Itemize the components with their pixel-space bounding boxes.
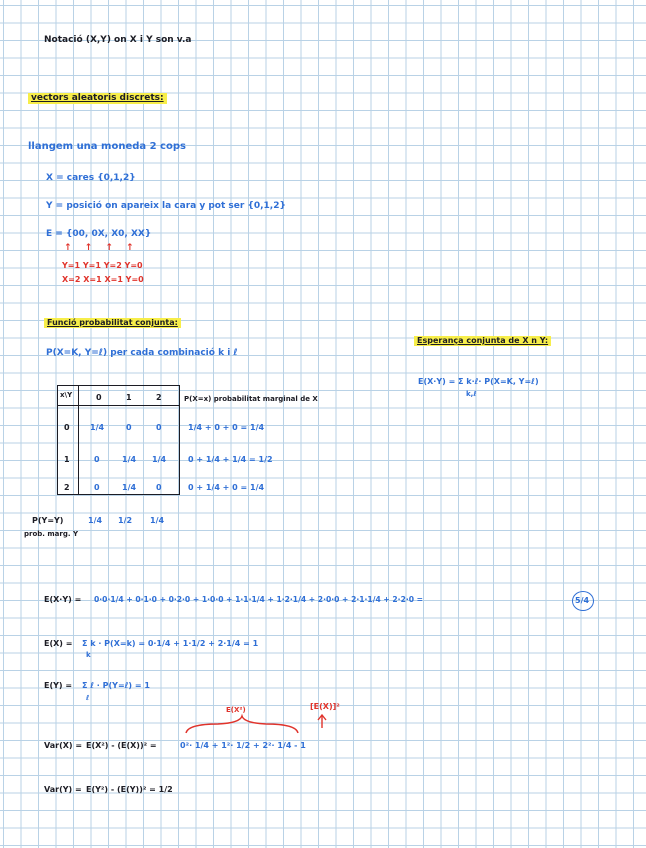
col-header-2: 2 <box>156 393 162 402</box>
varx-rhs: E(X²) - (E(X))² = <box>86 741 157 750</box>
x-definition: X = cares {0,1,2} <box>46 173 136 183</box>
section-title-discrete: vectors aleatoris discrets: <box>28 93 167 104</box>
x-values-row: X=2 X=1 X=1 Y=0 <box>62 275 144 284</box>
expectation-formula-sub: k,ℓ <box>466 390 477 398</box>
cell-1-0: 0 <box>94 455 100 464</box>
row-x-1: 1 <box>64 455 70 464</box>
marginal-y-label: P(Y=Y) <box>32 516 64 525</box>
marginal-x-label: P(X=x) probabilitat marginal de X <box>184 395 318 403</box>
exy-rhs: 0·0·1/4 + 0·1·0 + 0·2·0 + 1·0·0 + 1·1·1/4 + 1·2·1/4 + 2·0·0 + 2·1·1/4 + 2·2·0 = <box>94 595 424 604</box>
y-values-row: Y=1 Y=1 Y=2 Y=0 <box>62 261 143 270</box>
row-x-0: 0 <box>64 423 70 432</box>
sample-space: E = {00, 0X, X0, XX} <box>46 229 152 239</box>
vary-rhs: E(Y²) - (E(Y))² = 1/2 <box>86 785 173 794</box>
marginal-y-1: 1/2 <box>118 516 133 525</box>
ey-rhs: Σ ℓ · P(Y=ℓ) = 1 <box>82 681 150 690</box>
ey-sub: ℓ <box>86 694 90 702</box>
marginal-y-sublabel: prob. marg. Y <box>24 530 79 538</box>
ex-sub: k <box>86 651 91 659</box>
cell-2-0: 0 <box>94 483 100 492</box>
row-x-2: 2 <box>64 483 70 492</box>
ex-lhs: E(X) = <box>44 639 73 648</box>
experiment-intro: llangem una moneda 2 cops <box>28 141 186 152</box>
col-header-0: 0 <box>96 393 102 402</box>
marginal-x-sum-0: 1/4 + 0 + 0 = 1/4 <box>188 423 265 432</box>
marginal-x-sum-2: 0 + 1/4 + 0 = 1/4 <box>188 483 265 492</box>
exy-result: 5/4 <box>575 596 590 605</box>
sample-arrows: ↑ ↑ ↑ ↑ <box>64 243 139 253</box>
table-corner: x\Y <box>60 391 73 399</box>
cell-2-2: 0 <box>156 483 162 492</box>
exy-lhs: E(X·Y) = <box>44 595 82 604</box>
expectation-formula: E(X·Y) = Σ k·ℓ· P(X=K, Y=ℓ) <box>418 377 539 386</box>
ann-ex2: E(X²) <box>226 706 246 714</box>
notation-line: Notació (X,Y) on X i Y son v.a <box>44 35 192 45</box>
ey-lhs: E(Y) = <box>44 681 73 690</box>
joint-formula: P(X=K, Y=ℓ) per cada combinació k i ℓ <box>46 348 238 358</box>
joint-title: Funció probabilitat conjunta: <box>44 318 181 328</box>
cell-1-1: 1/4 <box>122 455 137 464</box>
cell-2-1: 1/4 <box>122 483 137 492</box>
varx-lhs: Var(X) = <box>44 741 83 750</box>
underbrace <box>186 716 298 733</box>
y-definition: Y = posició on apareix la cara y pot ser {0,1,2} <box>46 201 286 211</box>
ex-rhs: Σ k · P(X=k) = 0·1/4 + 1·1/2 + 2·1/4 = 1 <box>82 639 259 648</box>
cell-0-0: 1/4 <box>90 423 105 432</box>
col-header-1: 1 <box>126 393 132 402</box>
marginal-y-0: 1/4 <box>88 516 103 525</box>
cell-0-2: 0 <box>156 423 162 432</box>
marginal-y-2: 1/4 <box>150 516 165 525</box>
varx-expand: 0²· 1/4 + 1²· 1/2 + 2²· 1/4 - 1 <box>180 741 306 750</box>
expectation-title: Esperança conjunta de X n Y: <box>414 336 551 346</box>
ann-ex-sq: [E(X)]² <box>310 702 340 711</box>
vary-lhs: Var(Y) = <box>44 785 82 794</box>
cell-0-1: 0 <box>126 423 132 432</box>
marginal-x-sum-1: 0 + 1/4 + 1/4 = 1/2 <box>188 455 273 464</box>
cell-1-2: 1/4 <box>152 455 167 464</box>
